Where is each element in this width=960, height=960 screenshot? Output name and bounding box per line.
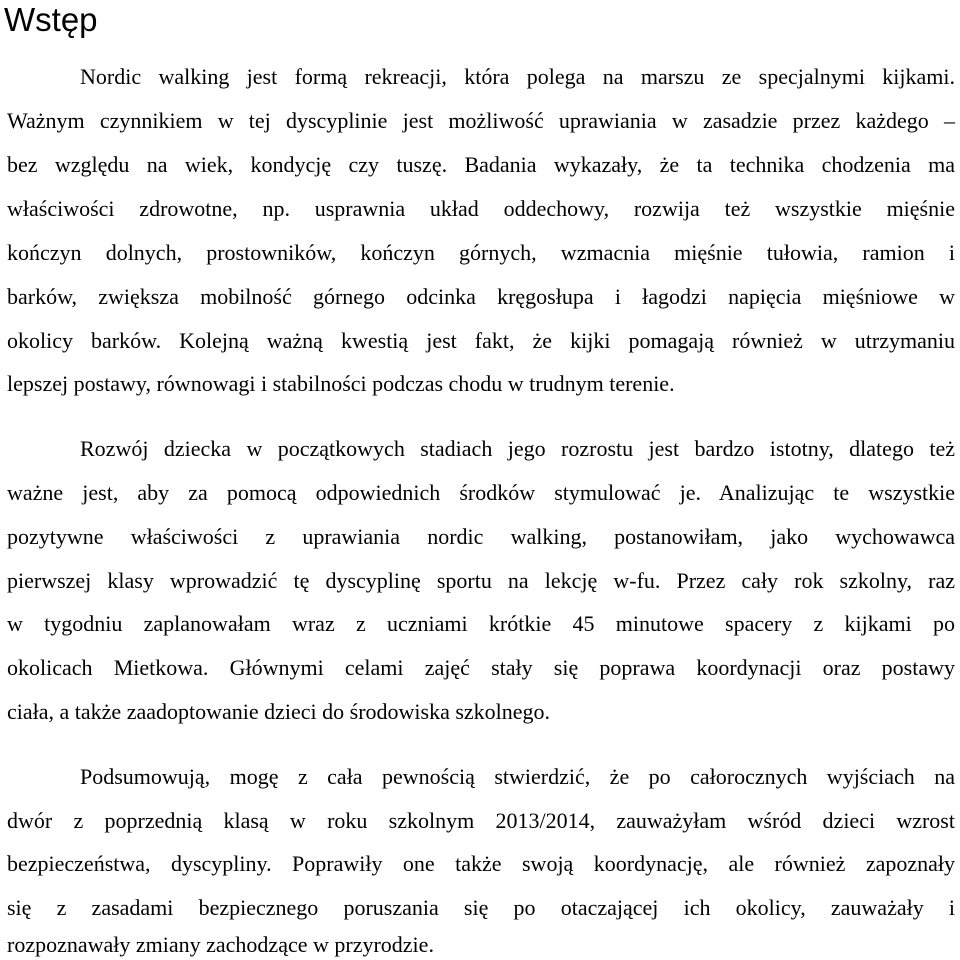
text-line: właściwości zdrowotne, np. usprawnia układ oddechowy, rozwija też wszystkie mięśnie (7, 196, 955, 221)
text-line: Rozwój dziecka w początkowych stadiach jego rozrostu jest bardzo istotny, dlatego też (80, 436, 955, 461)
text-line: Ważnym czynnikiem w tej dyscyplinie jest możliwość uprawiania w zasadzie przez każdego – (7, 108, 955, 133)
text-line: bezpieczeństwa, dyscypliny. Poprawiły one także swoją koordynację, ale również zapoznały (7, 851, 955, 876)
text-line: pozytywne właściwości z uprawiania nordic walking, postanowiłam, jako wychowawca (7, 524, 955, 549)
text-line: Nordic walking jest formą rekreacji, która polega na marszu ze specjalnymi kijkami. (80, 64, 955, 89)
text-line: Podsumowują, mogę z cała pewnością stwierdzić, że po całorocznych wyjściach na (80, 764, 955, 789)
text-line: ciała, a także zaadoptowanie dzieci do środowiska szkolnego. (7, 699, 551, 724)
text-line: pierwszej klasy wprowadzić tę dyscyplinę sportu na lekcję w-fu. Przez cały rok szkolny, raz (7, 568, 955, 593)
text-line: rozpoznawały zmiany zachodzące w przyrodzie. (7, 932, 434, 957)
text-line: w tygodniu zaplanowałam wraz z uczniami krótkie 45 minutowe spacery z kijkami po (7, 611, 955, 636)
text-line: okolicach Mietkowa. Głównymi celami zajęć stały się poprawa koordynacji oraz postawy (7, 655, 955, 680)
text-line: ważne jest, aby za pomocą odpowiednich środków stymulować je. Analizując te wszystkie (7, 480, 955, 505)
text-line: lepszej postawy, równowagi i stabilności podczas chodu w trudnym terenie. (7, 371, 675, 396)
text-line: bez względu na wiek, kondycję czy tuszę. Badania wykazały, że ta technika chodzenia ma (7, 152, 955, 177)
text-line: dwór z poprzednią klasą w roku szkolnym 2013/2014, zauważyłam wśród dzieci wzrost (7, 808, 955, 833)
section-heading: Wstęp (4, 1, 98, 38)
text-line: kończyn dolnych, prostowników, kończyn górnych, wzmacnia mięśnie tułowia, ramion i (7, 240, 955, 265)
text-line: się z zasadami bezpiecznego poruszania się po otaczającej ich okolicy, zauważały i (7, 895, 955, 920)
text-line: barków, zwiększa mobilność górnego odcinka kręgosłupa i łagodzi napięcia mięśniowe w (7, 284, 955, 309)
text-line: okolicy barków. Kolejną ważną kwestią jest fakt, że kijki pomagają również w utrzymaniu (7, 328, 955, 353)
